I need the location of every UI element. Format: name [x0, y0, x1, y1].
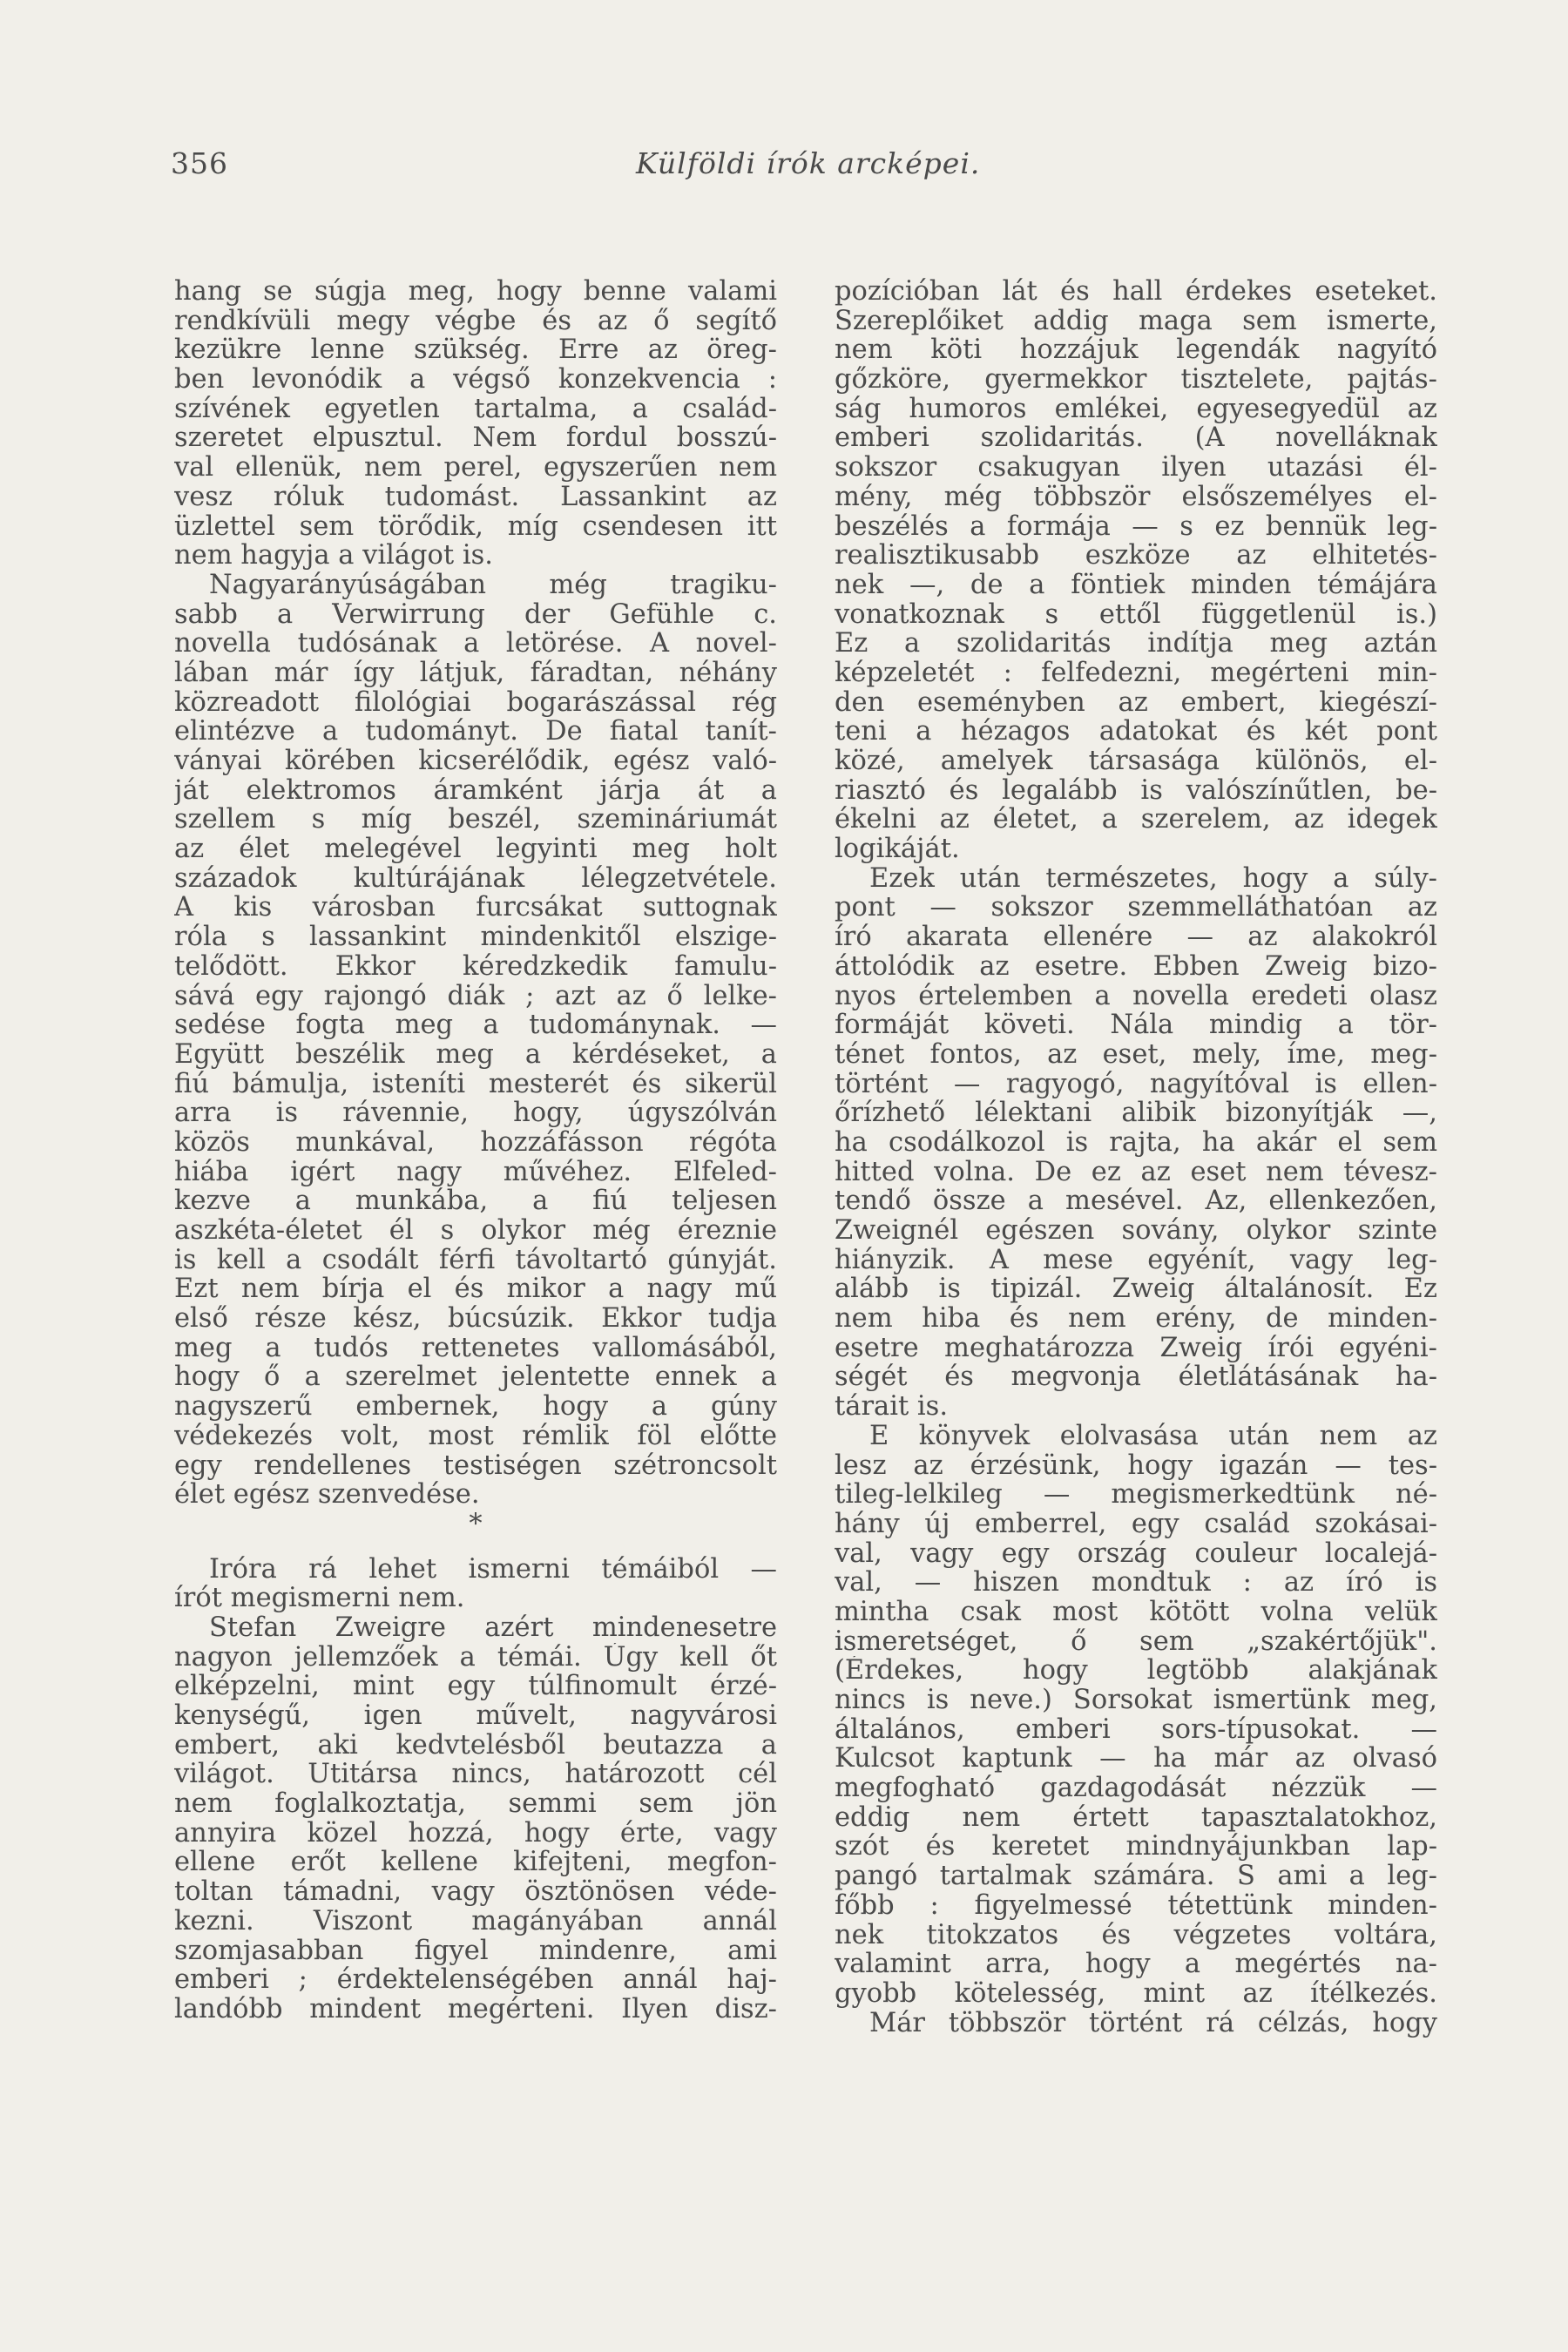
text-line: tileg-lelkileg — megismerkedtünk né-: [835, 1480, 1437, 1510]
text-line: embert, aki kedvtelésből beutazza a: [174, 1730, 777, 1761]
text-line: Szereplőiket addig maga sem ismerte,: [835, 306, 1437, 336]
running-head: Külföldi írók arcképei.: [636, 146, 981, 180]
text-line: hány új emberrel, egy család szokásai-: [835, 1509, 1437, 1539]
text-line: írót megismerni nem.: [174, 1584, 465, 1613]
text-line: telődött. Ekkor kéredzkedik famulu-: [174, 951, 777, 982]
text-line: hitted volna. De ez az eset nem tévesz-: [835, 1157, 1437, 1187]
text-line: megfogható gazdagodását nézzük —: [835, 1774, 1437, 1803]
text-line: őrízhető lélektani alibik bizonyítják —,: [835, 1098, 1437, 1128]
text-line: logikáját.: [835, 835, 960, 864]
text-line: nem köti hozzájuk legendák nagyító: [835, 335, 1437, 366]
text-line: pont — sokszor szemmelláthatóan az: [835, 893, 1437, 923]
text-line: szellem s míg beszél, szemináriumát: [174, 805, 777, 835]
text-line: sabb a Verwirrung der Gefühle c.: [174, 599, 777, 630]
text-line: hang se súgja meg, hogy benne valami: [174, 277, 777, 307]
text-line: élet egész szenvedése.: [174, 1480, 480, 1510]
text-line: novella tudósának a letörése. A novel-: [174, 629, 777, 659]
text-line: szeretet elpusztul. Nem fordul bosszú-: [174, 423, 777, 454]
text-line: az élet melegével legyinti meg holt: [174, 835, 777, 864]
text-line: ellene erőt kellene kifejteni, megfon-: [174, 1848, 777, 1878]
text-line: ság humoros emlékei, egyesegyedül az: [835, 394, 1437, 424]
text-line: eddig nem értett tapasztalatokhoz,: [835, 1802, 1437, 1833]
text-line: pozícióban lát és hall érdekes eseteket.: [835, 277, 1437, 307]
text-line: kenységű, igen művelt, nagyvárosi: [174, 1701, 777, 1731]
text-line: elintézve a tudományt. De fiatal tanít-: [174, 717, 777, 747]
text-line: szót és keretet mindnyájunkban lap-: [835, 1832, 1437, 1862]
text-line: vonatkoznak s ettől függetlenül is.): [835, 599, 1437, 630]
text-line: Ezek után természetes, hogy a súly-: [869, 863, 1437, 894]
text-line: Zweignél egészen sovány, olykor szinte: [835, 1216, 1437, 1246]
text-line: val, vagy egy ország couleur localejá-: [835, 1538, 1437, 1569]
text-line: nagyszerű embernek, hogy a gúny: [174, 1392, 777, 1422]
text-line: ismeretséget, ő sem „szakértőjük".: [835, 1626, 1437, 1657]
text-line: fiú bámulja, isteníti mesterét és sikerül: [174, 1069, 777, 1099]
text-line: egy rendellenes testiségen szétroncsolt: [174, 1450, 777, 1481]
text-line: Ez a szolidaritás indítja meg aztán: [835, 629, 1437, 659]
text-line: ját elektromos áramként járja át a: [174, 775, 777, 806]
text-line: kezni. Viszont magányában annál: [174, 1906, 777, 1936]
text-line: szívének egyetlen tartalma, a család-: [174, 394, 777, 424]
text-line: hiába igért nagy művéhez. Elfeled-: [174, 1157, 777, 1187]
page-number: 356: [171, 146, 228, 180]
text-line: Ezt nem bírja el és mikor a nagy mű: [174, 1274, 777, 1305]
text-line: pangó tartalmak számára. S ami a leg-: [835, 1862, 1437, 1891]
text-line: sokszor csakugyan ilyen utazási él-: [835, 453, 1437, 483]
text-line: elképzelni, mint egy túlfinomult érzé-: [174, 1672, 777, 1701]
text-line: toltan támadni, vagy ösztönösen véde-: [174, 1877, 777, 1907]
text-line: ben levonódik a végső konzekvencia :: [174, 365, 777, 395]
text-line: rendkívüli megy végbe és az ő segítő: [174, 306, 777, 336]
text-line: ványai körében kicserélődik, egész való-: [174, 747, 777, 776]
text-line: író akarata ellenére — az alakokról: [835, 923, 1437, 952]
text-line: nincs is neve.) Sorsokat ismertünk meg,: [835, 1686, 1437, 1715]
text-line: ha csodálkozol is rajta, ha akár el sem: [835, 1127, 1437, 1158]
text-line: Irόra rá lehet ismerni témáiból —: [209, 1554, 777, 1585]
text-line: formáját követi. Nála mindig a tör-: [835, 1010, 1437, 1040]
text-line: riasztó és legalább is valószínűtlen, be-: [835, 775, 1437, 806]
text-line: közreadott filológiai bogarászással rég: [174, 687, 777, 718]
text-line: kezükre lenne szükség. Erre az öreg-: [174, 335, 777, 366]
text-line: landóbb mindent megérteni. Ilyen disz-: [174, 1994, 777, 2024]
text-line: hiányzik. A mese egyénít, vagy leg-: [835, 1245, 1437, 1275]
text-line: lában már így látjuk, fáradtan, néhány: [174, 658, 777, 688]
text-line: Stefan Zweigre azért mindenesetre: [209, 1612, 777, 1643]
text-line: történt — ragyogó, nagyítóval is ellen-: [835, 1069, 1437, 1099]
text-line: emberi ; érdektelenségében annál haj-: [174, 1965, 777, 1995]
text-line: sedése fogta meg a tudománynak. —: [174, 1010, 777, 1040]
text-line: meg a tudós rettenetes vallomásából,: [174, 1333, 777, 1363]
text-line: sává egy rajongó diák ; azt az ő lelke-: [174, 981, 777, 1011]
text-line: tendő össze a mesével. Az, ellenkezően,: [835, 1186, 1437, 1216]
text-line: tárait is.: [835, 1392, 949, 1422]
text-line: valamint arra, hogy a megértés na-: [835, 1950, 1437, 1979]
text-line: nek titokzatos és végzetes voltára,: [835, 1920, 1437, 1950]
text-line: nem foglalkoztatja, semmi sem jön: [174, 1789, 777, 1819]
text-line: gőzköre, gyermekkor tisztelete, pajtás-: [835, 365, 1437, 395]
text-line: Már többször történt rá célzás, hogy: [869, 2008, 1437, 2038]
text-line: szomjasabban figyel mindenre, ami: [174, 1936, 777, 1966]
text-line: róla s lassankint mindenkitől elszige-: [174, 923, 777, 952]
text-line: hogy ő a szerelmet jelentette ennek a: [174, 1362, 777, 1393]
text-line: védekezés volt, most rémlik föl előtte: [174, 1421, 777, 1451]
text-line: vesz róluk tudomást. Lassankint az: [174, 482, 777, 512]
text-line: arra is rávennie, hogy, úgyszólván: [174, 1098, 777, 1128]
text-line: beszélés a formája — s ez bennük leg-: [835, 511, 1437, 542]
text-line: val ellenük, nem perel, egyszerűen nem: [174, 453, 777, 483]
text-line: esetre meghatározza Zweig írói egyéni-: [835, 1333, 1437, 1363]
text-line: A kis városban furcsákat suttognak: [174, 893, 777, 923]
text-line: világot. Utitársa nincs, határozott cél: [174, 1760, 777, 1790]
text-line: mény, még többször elsőszemélyes el-: [835, 482, 1437, 512]
text-line: gyobb kötelesség, mint az ítélkezés.: [835, 1978, 1437, 2009]
text-line: mintha csak most kötött volna velük: [835, 1597, 1437, 1627]
text-line: Nagyarányúságában még tragiku-: [209, 570, 777, 600]
right-column: [835, 277, 1437, 2038]
section-separator: *: [469, 1509, 483, 1539]
text-line: den eseményben az embert, kiegészí-: [835, 687, 1437, 718]
text-line: főbb : figyelmessé tétettünk minden-: [835, 1890, 1437, 1921]
text-line: közé, amelyek társasága különös, el-: [835, 747, 1437, 776]
text-line: századok kultúrájának lélegzetvétele.: [174, 863, 777, 894]
text-line: nagyon jellemzőek a témái. Úgy kell őt: [174, 1642, 777, 1673]
text-line: is kell a csodált férfi távoltartó gúnyját.: [174, 1245, 777, 1275]
text-line: Kulcsot kaptunk — ha már az olvasó: [835, 1744, 1437, 1774]
text-line: kezve a munkába, a fiú teljesen: [174, 1186, 777, 1216]
text-line: ékelni az életet, a szerelem, az idegek: [835, 805, 1437, 835]
text-line: realisztikusabb eszköze az elhitetés-: [835, 541, 1437, 571]
text-line: áttolódik az esetre. Ebben Zweig bizo-: [835, 951, 1437, 982]
text-line: val, — hiszen mondtuk : az író is: [835, 1568, 1437, 1598]
text-line: emberi szolidaritás. (A novelláknak: [835, 423, 1437, 454]
text-line: E könyvek elolvasása után nem az: [869, 1421, 1437, 1451]
text-line: aszkéta-életet él s olykor még éreznie: [174, 1216, 777, 1246]
text-line: lesz az érzésünk, hogy igazán — tes-: [835, 1450, 1437, 1481]
text-line: üzlettel sem törődik, míg csendesen itt: [174, 511, 777, 542]
text-line: általános, emberi sors-típusokat. —: [835, 1714, 1437, 1745]
text-line: ségét és megvonja életlátásának ha-: [835, 1362, 1437, 1393]
text-line: alább is tipizál. Zweig általánosít. Ez: [835, 1274, 1437, 1305]
text-line: közös munkával, hozzáfásson régóta: [174, 1127, 777, 1158]
text-line: annyira közel hozzá, hogy érte, vagy: [174, 1818, 777, 1848]
text-line: teni a hézagos adatokat és két pont: [835, 717, 1437, 747]
text-line: első része kész, búcsúzik. Ekkor tudja: [174, 1304, 777, 1334]
text-line: Együtt beszélik meg a kérdéseket, a: [174, 1039, 777, 1070]
text-line: (Érdekes, hogy legtöbb alakjának: [835, 1656, 1437, 1686]
text-line: nem hagyja a világot is.: [174, 541, 493, 571]
left-column: [174, 277, 777, 2024]
text-line: nyos értelemben a novella eredeti olasz: [835, 981, 1437, 1011]
text-line: nek —, de a föntiek minden témájára: [835, 570, 1437, 600]
text-line: képzeletét : felfedezni, megérteni min-: [835, 658, 1437, 688]
text-line: nem hiba és nem erény, de minden-: [835, 1304, 1437, 1334]
text-line: ténet fontos, az eset, mely, íme, meg-: [835, 1039, 1437, 1070]
